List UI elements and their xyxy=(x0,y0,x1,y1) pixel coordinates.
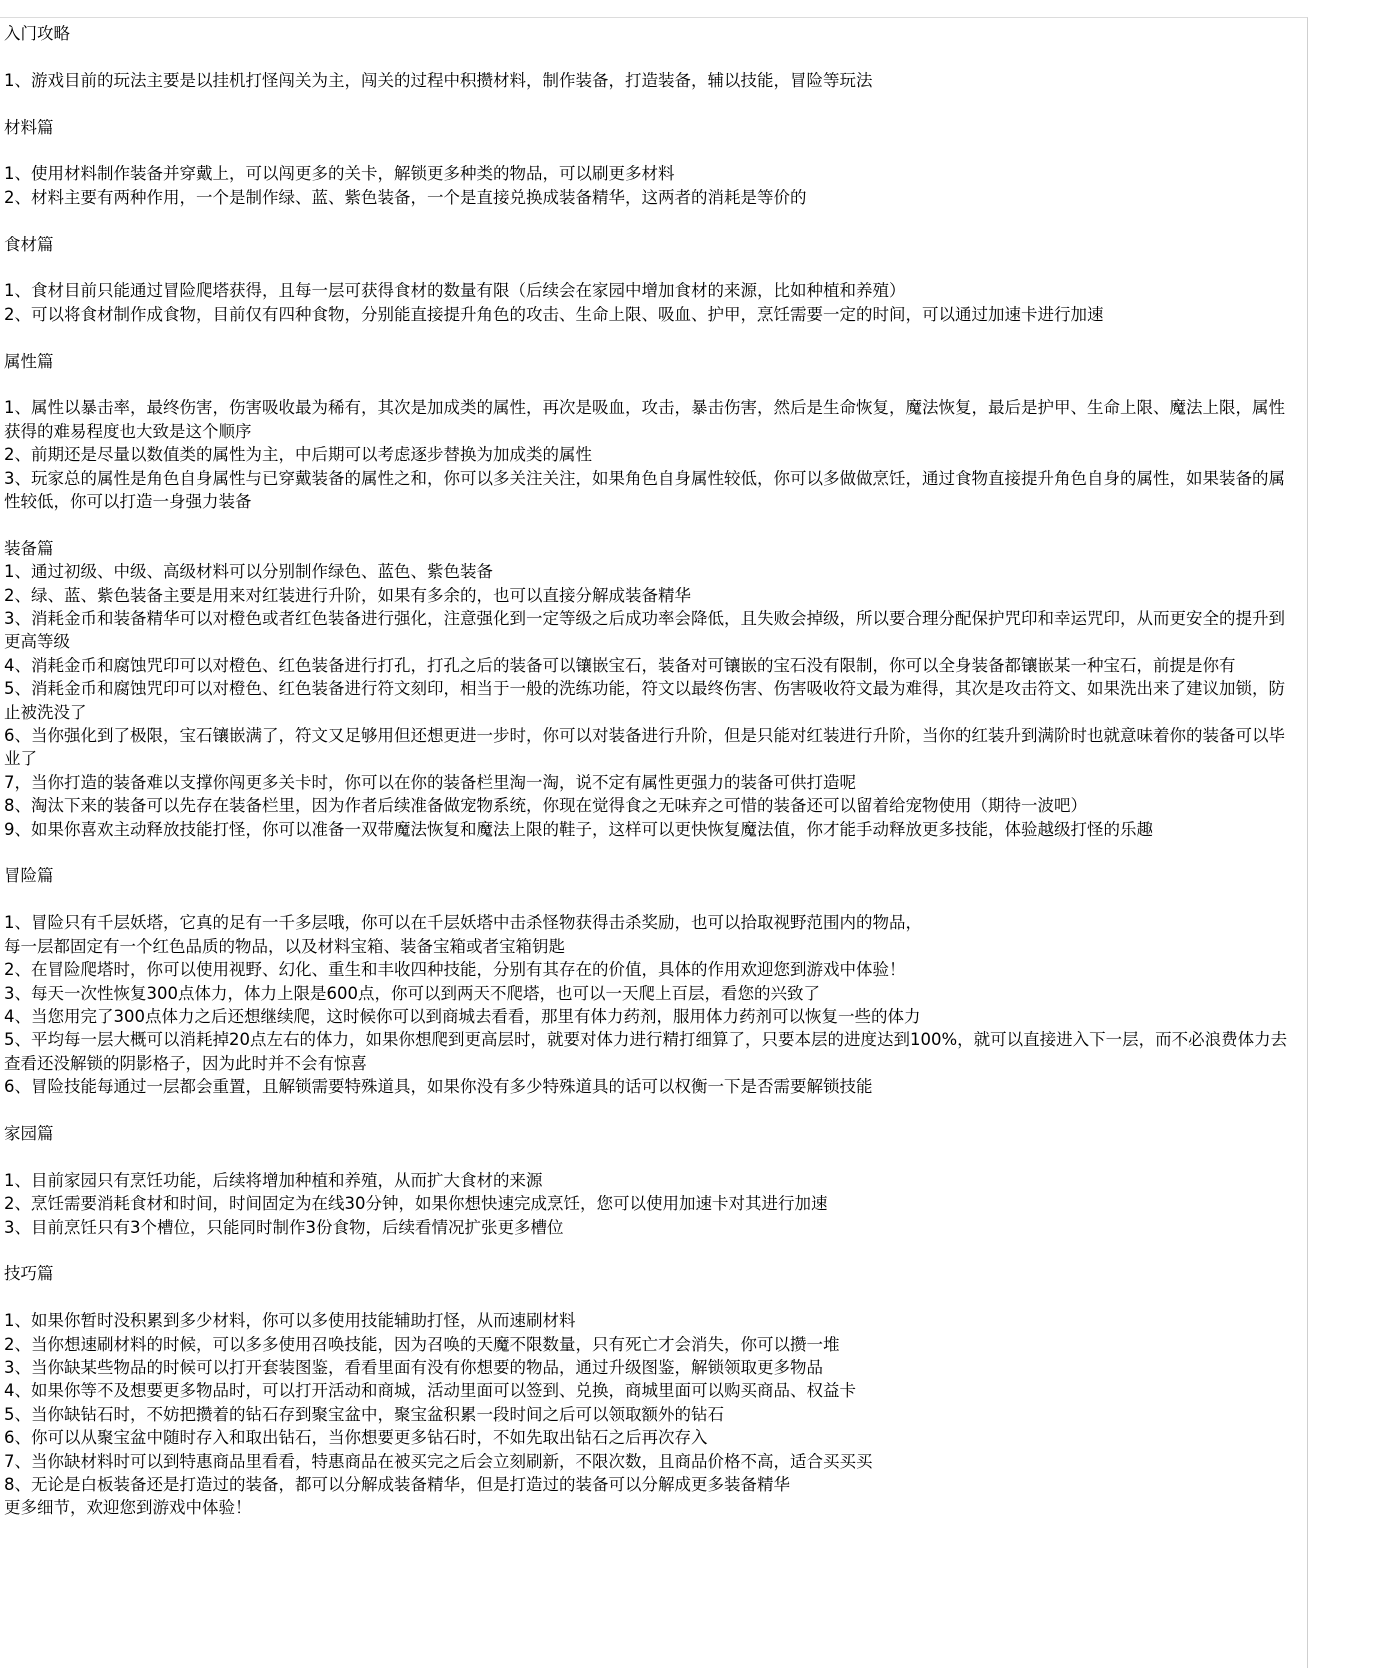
text-line: 4、当您用完了300点体力之后还想继续爬，这时候你可以到商城去看看，那里有体力药剂，服用体力药剂可以恢复一些的体力 xyxy=(4,1006,921,1026)
blank-line xyxy=(4,45,1288,68)
text-line: 2、材料主要有两种作用，一个是制作绿、蓝、紫色装备，一个是直接兑换成装备精华，这两者的消耗是等价的 xyxy=(4,187,807,207)
text-line: 7、当你缺材料时可以到特惠商品里看看，特惠商品在被买完之后会立刻刷新，不限次数，且商品价格不高，适合买买买 xyxy=(4,1451,873,1471)
blank-line xyxy=(4,1286,1288,1309)
blank-line xyxy=(4,888,1288,911)
text-line: 2、绿、蓝、紫色装备主要是用来对红装进行升阶，如果有多余的，也可以直接分解成装备精华 xyxy=(4,585,691,605)
text-line: 1、使用材料制作装备并穿戴上，可以闯更多的关卡，解锁更多种类的物品，可以刷更多材料 xyxy=(4,164,675,184)
text-line: 1、冒险只有千层妖塔，它真的足有一千多层哦，你可以在千层妖塔中击杀怪物获得击杀奖励，也可以拾取视野范围内的物品， xyxy=(4,913,922,933)
text-line: 1、通过初级、中级、高级材料可以分别制作绿色、蓝色、紫色装备 xyxy=(4,562,493,582)
text-line: 5、消耗金币和腐蚀咒印可以对橙色、红色装备进行符文刻印，相当于一般的洗练功能，符文以最终伤害、伤害吸收符文最为难得，其次是攻击符文、如果洗出来了建议加锁，防止被洗没了 xyxy=(4,679,1285,722)
text-line: 装备篇 xyxy=(4,538,54,558)
text-line: 1、游戏目前的玩法主要是以挂机打怪闯关为主，闯关的过程中积攒材料，制作装备，打造装备，辅以技能，冒险等玩法 xyxy=(4,70,873,90)
text-line: 1、属性以暴击率，最终伤害，伤害吸收最为稀有，其次是加成类的属性，再次是吸血，攻击，暴击伤害，然后是生命恢复，魔法恢复，最后是护甲、生命上限、魔法上限，属性获得的难易程度也大致是这个顺序 xyxy=(4,398,1285,441)
text-line: 6、当你强化到了极限，宝石镶嵌满了，符文又足够用但还想更进一步时，你可以对装备进行升阶，但是只能对红装进行升阶，当你的红装升到满阶时也就意味着你的装备可以毕业了 xyxy=(4,726,1285,769)
text-line: 2、可以将食材制作成食物，目前仅有四种食物，分别能直接提升角色的攻击、生命上限、吸血、护甲，烹饪需要一定的时间，可以通过加速卡进行加速 xyxy=(4,304,1104,324)
text-line: 2、当你想速刷材料的时候，可以多多使用召唤技能，因为召唤的天魔不限数量，只有死亡才会消失，你可以攒一堆 xyxy=(4,1334,840,1354)
text-line: 入门攻略 xyxy=(4,24,70,43)
text-line: 技巧篇 xyxy=(4,1264,54,1284)
text-line: 3、玩家总的属性是角色自身属性与已穿戴装备的属性之和，你可以多关注关注，如果角色自身属性较低，你可以多做做烹饪，通过食物直接提升角色自身的属性，如果装备的属性较低，你可以打造一身强力装备 xyxy=(4,468,1285,512)
text-line: 4、消耗金币和腐蚀咒印可以对橙色、红色装备进行打孔，打孔之后的装备可以镶嵌宝石，装备对可镶嵌的宝石没有限制，你可以全身装备都镶嵌某一种宝石，前提是你有 xyxy=(4,655,1236,675)
blank-line xyxy=(4,841,1288,864)
scrollbar-track[interactable] xyxy=(1309,17,1391,1668)
blank-line xyxy=(4,1239,1288,1262)
text-line: 1、如果你暂时没积累到多少材料，你可以多使用技能辅助打怪，从而速刷材料 xyxy=(4,1311,576,1331)
text-line: 3、目前烹饪只有3个槽位，只能同时制作3份食物，后续看情况扩张更多槽位 xyxy=(4,1217,564,1237)
blank-line xyxy=(4,1099,1288,1122)
blank-line xyxy=(4,513,1288,536)
text-line: 2、前期还是尽量以数值类的属性为主，中后期可以考虑逐步替换为加成类的属性 xyxy=(4,445,592,465)
blank-line xyxy=(4,92,1288,115)
text-line: 家园篇 xyxy=(4,1123,54,1143)
text-line: 冒险篇 xyxy=(4,866,54,886)
text-line: 1、目前家园只有烹饪功能，后续将增加种植和养殖，从而扩大食材的来源 xyxy=(4,1170,543,1190)
text-line: 8、无论是白板装备还是打造过的装备，都可以分解成装备精华，但是打造过的装备可以分解成更多装备精华 xyxy=(4,1474,790,1494)
text-line: 7，当你打造的装备难以支撑你闯更多关卡时，你可以在你的装备栏里淘一淘，说不定有属性更强力的装备可供打造呢 xyxy=(4,772,856,792)
guide-text xyxy=(4,22,1288,1520)
text-line: 3、每天一次性恢复300点体力，体力上限是600点，你可以到两天不爬塔，也可以一天爬上百层，看您的兴致了 xyxy=(4,983,820,1003)
blank-line xyxy=(4,326,1288,349)
blank-line xyxy=(4,256,1288,279)
blank-line xyxy=(4,1145,1288,1168)
text-line: 1、食材目前只能通过冒险爬塔获得，且每一层可获得食材的数量有限（后续会在家园中增加食材的来源，比如种植和养殖） xyxy=(4,281,906,301)
text-line: 6、冒险技能每通过一层都会重置，且解锁需要特殊道具，如果你没有多少特殊道具的话可以权衡一下是否需要解锁技能 xyxy=(4,1077,873,1097)
text-line: 每一层都固定有一个红色品质的物品，以及材料宝箱、装备宝箱或者宝箱钥匙 xyxy=(4,936,565,956)
text-line: 3、当你缺某些物品的时候可以打开套装图鉴，看看里面有没有你想要的物品，通过升级图鉴，解锁领取更多物品 xyxy=(4,1357,823,1377)
blank-line xyxy=(4,139,1288,162)
text-line: 5、平均每一层大概可以消耗掉20点左右的体力，如果你想爬到更高层时，就要对体力进行精打细算了，只要本层的进度达到100%，就可以直接进入下一层，而不必浪费体力去查看还没解锁的阴影格子，因为此时并不会有惊喜 xyxy=(4,1030,1288,1073)
text-line: 更多细节，欢迎您到游戏中体验！ xyxy=(4,1498,252,1518)
blank-line xyxy=(4,373,1288,396)
text-line: 2、烹饪需要消耗食材和时间，时间固定为在线30分钟，如果你想快速完成烹饪，您可以使用加速卡对其进行加速 xyxy=(4,1194,828,1214)
text-line: 8、淘汰下来的装备可以先存在装备栏里，因为作者后续准备做宠物系统，你现在觉得食之无味弃之可惜的装备还可以留着给宠物使用（期待一波吧） xyxy=(4,796,1087,816)
text-line: 3、消耗金币和装备精华可以对橙色或者红色装备进行强化，注意强化到一定等级之后成功率会降低，且失败会掉级，所以要合理分配保护咒印和幸运咒印，从而更安全的提升到更高等级 xyxy=(4,609,1285,652)
text-document-view xyxy=(0,17,1308,1668)
text-line: 6、你可以从聚宝盆中随时存入和取出钻石，当你想要更多钻石时，不如先取出钻石之后再次存入 xyxy=(4,1428,708,1448)
text-line: 4、如果你等不及想要更多物品时，可以打开活动和商城，活动里面可以签到、兑换，商城里面可以购买商品、权益卡 xyxy=(4,1381,856,1401)
blank-line xyxy=(4,209,1288,232)
text-line: 9、如果你喜欢主动释放技能打怪，你可以准备一双带魔法恢复和魔法上限的鞋子，这样可以更快恢复魔法值，你才能手动释放更多技能，体验越级打怪的乐趣 xyxy=(4,819,1153,839)
text-line: 属性篇 xyxy=(4,351,54,371)
text-line: 食材篇 xyxy=(4,234,54,254)
text-line: 材料篇 xyxy=(4,117,54,137)
text-line: 2、在冒险爬塔时，你可以使用视野、幻化、重生和丰收四种技能，分别有其存在的价值，具体的作用欢迎您到游戏中体验！ xyxy=(4,960,906,980)
text-line: 5、当你缺钻石时，不妨把攒着的钻石存到聚宝盆中，聚宝盆积累一段时间之后可以领取额外的钻石 xyxy=(4,1404,724,1424)
